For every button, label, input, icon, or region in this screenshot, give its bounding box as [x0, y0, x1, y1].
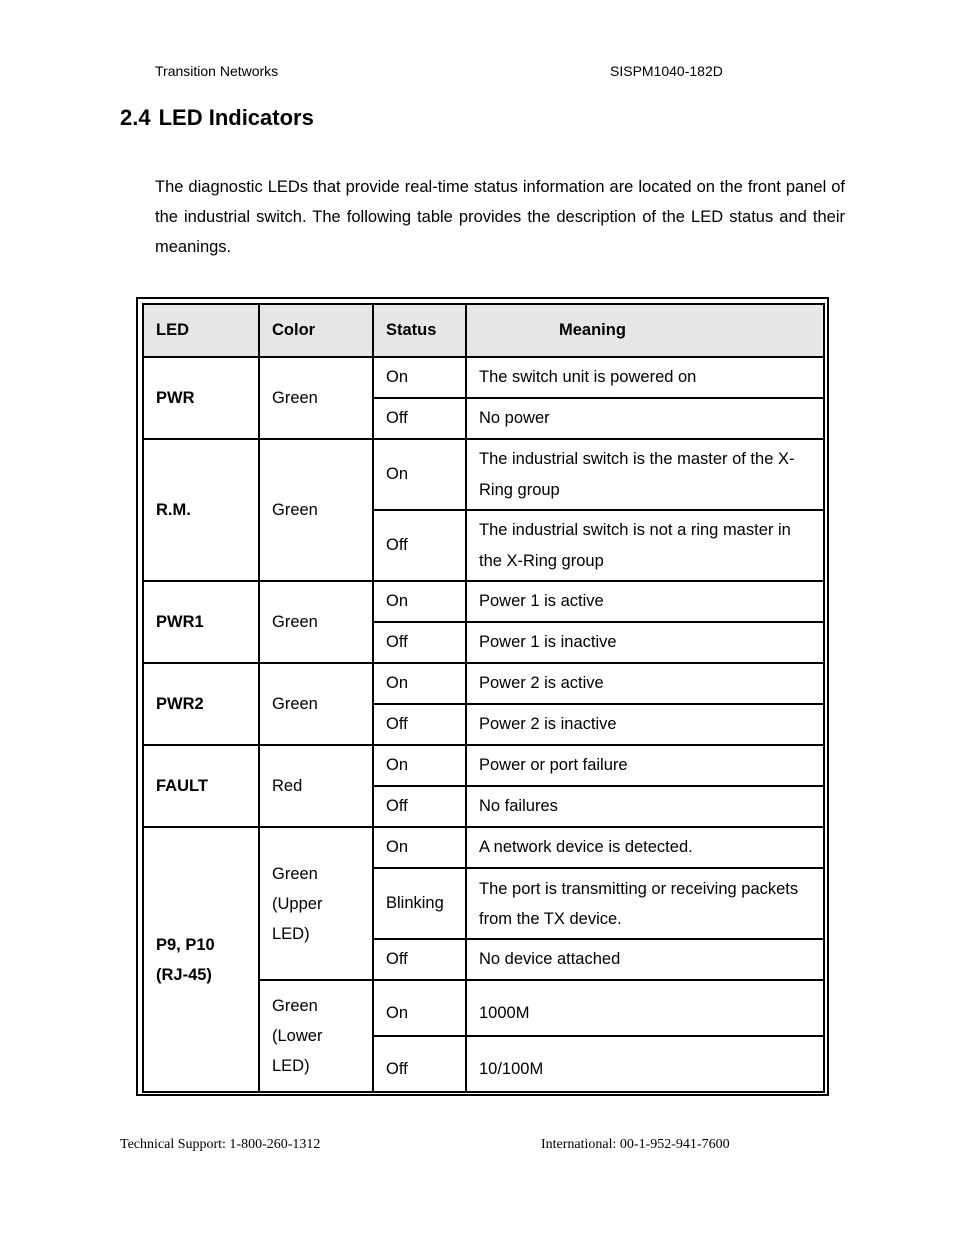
table-row: [143, 357, 824, 398]
status-cell: Off: [373, 1036, 466, 1092]
led-color: Green: [259, 357, 373, 439]
led-color: Red: [259, 745, 373, 827]
table-row: [143, 581, 824, 622]
section-title-text: LED Indicators: [158, 105, 314, 130]
meaning-cell: A network device is detected.: [466, 827, 824, 868]
intro-paragraph: The diagnostic LEDs that provide real-time status information are located on the front panel of the industrial switch. The following table provides the description of the LED status and their meanings.: [155, 178, 845, 256]
led-name: P9, P10 (RJ-45): [143, 827, 259, 1092]
status-cell: Off: [373, 398, 466, 439]
section-number: 2.4: [120, 105, 151, 130]
table-row: [143, 745, 824, 786]
table-header-row: [143, 304, 824, 357]
led-table: [142, 303, 825, 1093]
meaning-cell: No failures: [466, 786, 824, 827]
header-meaning: Meaning: [466, 304, 824, 357]
header-model: SISPM1040-182D: [610, 63, 723, 79]
status-cell: On: [373, 357, 466, 398]
status-cell: On: [373, 439, 466, 510]
led-name: PWR1: [143, 581, 259, 663]
meaning-cell: 1000M: [466, 980, 824, 1036]
meaning-cell: Power 2 is active: [466, 663, 824, 704]
led-table-frame: [136, 297, 829, 1096]
status-cell: Off: [373, 510, 466, 581]
status-cell: Blinking: [373, 868, 466, 939]
meaning-cell: The industrial switch is the master of the X-Ring group: [466, 439, 824, 510]
header-led: LED: [143, 304, 259, 357]
led-color: Green: [259, 581, 373, 663]
status-cell: Off: [373, 704, 466, 745]
table-row: [143, 439, 824, 510]
table-row: [143, 663, 824, 704]
meaning-cell: No device attached: [466, 939, 824, 980]
meaning-cell: The industrial switch is not a ring master in the X-Ring group: [466, 510, 824, 581]
led-color: Green: [259, 663, 373, 745]
footer-support: Technical Support: 1-800-260-1312: [120, 1137, 321, 1152]
meaning-cell: 10/100M: [466, 1036, 824, 1092]
table-row: [143, 827, 824, 868]
led-color: Green (Upper LED): [259, 827, 373, 980]
led-color: Green (Lower LED): [259, 980, 373, 1092]
meaning-cell: The switch unit is powered on: [466, 357, 824, 398]
status-cell: Off: [373, 939, 466, 980]
meaning-cell: The port is transmitting or receiving packets from the TX device.: [466, 868, 824, 939]
led-name: PWR: [143, 357, 259, 439]
led-color: Green: [259, 439, 373, 581]
status-cell: On: [373, 980, 466, 1036]
footer-international: International: 00-1-952-941-7600: [541, 1137, 730, 1152]
meaning-cell: No power: [466, 398, 824, 439]
section-title: [120, 105, 314, 131]
header-color: Color: [259, 304, 373, 357]
status-cell: On: [373, 827, 466, 868]
status-cell: On: [373, 663, 466, 704]
led-name: FAULT: [143, 745, 259, 827]
led-name: PWR2: [143, 663, 259, 745]
status-cell: Off: [373, 622, 466, 663]
status-cell: On: [373, 745, 466, 786]
status-cell: On: [373, 581, 466, 622]
meaning-cell: Power 1 is active: [466, 581, 824, 622]
header-company: Transition Networks: [155, 63, 279, 79]
meaning-cell: Power 2 is inactive: [466, 704, 824, 745]
header-status: Status: [373, 304, 466, 357]
led-name: R.M.: [143, 439, 259, 581]
meaning-cell: Power or port failure: [466, 745, 824, 786]
meaning-cell: Power 1 is inactive: [466, 622, 824, 663]
status-cell: Off: [373, 786, 466, 827]
